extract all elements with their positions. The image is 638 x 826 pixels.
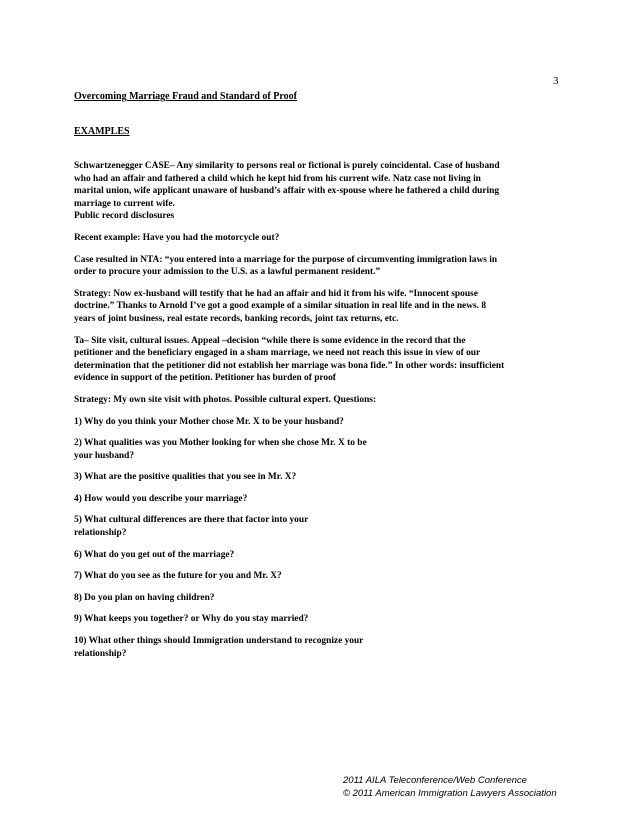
question-9: 9) What keeps you together? or Why do you stay married? [74, 614, 309, 625]
paragraph-strategy-2: Strategy: My own site visit with photos. Possible cultural expert. Questions: [74, 394, 377, 405]
question-3: 3) What are the positive qualities that you see in Mr. X? [74, 472, 297, 483]
paragraph-nta: Case resulted in NTA: “you entered into a marriage for the purpose of circumventing immigration laws in order to procure your admission to the U.S. as a lawful permanent resident.” [74, 254, 498, 278]
page-number: 3 [553, 75, 559, 87]
document-title: Overcoming Marriage Fraud and Standard of Proof [74, 91, 297, 102]
question-2: 2) What qualities was you Mother looking for when she chose Mr. X to be your husband? [74, 438, 367, 461]
question-6: 6) What do you get out of the marriage? [74, 549, 235, 560]
paragraph-strategy-1: Strategy: Now ex-husband will testify that he had an affair and hid it from his wife. “Innocent spouse doctrine.” Thanks to Arnold I’ve got a good example of a similar situation in real life and in the news. 8 years of joint business, real estate records, banking records, joint tax returns, etc. [74, 288, 487, 324]
question-4: 4) How would you describe your marriage? [74, 493, 248, 504]
document-body [74, 160, 564, 669]
question-7: 7) What do you see as the future for you and Mr. X? [74, 571, 282, 582]
paragraph-case-description: Schwartzenegger CASE– Any similarity to persons real or fictional is purely coincidental. Case of husband who had an affair and fathered a child which he kept hid from his current wife. Natz case not living in marital union, wife applicant unaware of husband’s affair with ex-spouse where he fathered a child during marriage to current wife. Public record disclosures [74, 161, 500, 222]
question-10: 10) What other things should Immigration understand to recognize your relationship? [74, 636, 364, 659]
question-5: 5) What cultural differences are there that factor into your relationship? [74, 515, 309, 539]
paragraph-ta-site-visit: Ta– Site visit, cultural issues. Appeal –decision “while there is some evidence in the record that the petitioner and the beneficiary engaged in a sham marriage, we need not reach this issue in view of our determination that the petitioner did not establish her marriage was bona fide.” In other words: insufficient evidence in support of the petition. Petitioner has burden of proof [74, 335, 505, 384]
page-footer [343, 774, 557, 800]
question-1: 1) Why do you think your Mother chose Mr. X to be your husband? [74, 416, 344, 427]
footer-conference: 2011 AILA Teleconference/Web Conference [343, 775, 527, 786]
section-heading: EXAMPLES [74, 126, 130, 137]
question-8: 8) Do you plan on having children? [74, 592, 215, 603]
footer-copyright: © 2011 American Immigration Lawyers Association [343, 788, 557, 799]
paragraph-recent-example: Recent example: Have you had the motorcycle out? [74, 232, 280, 243]
